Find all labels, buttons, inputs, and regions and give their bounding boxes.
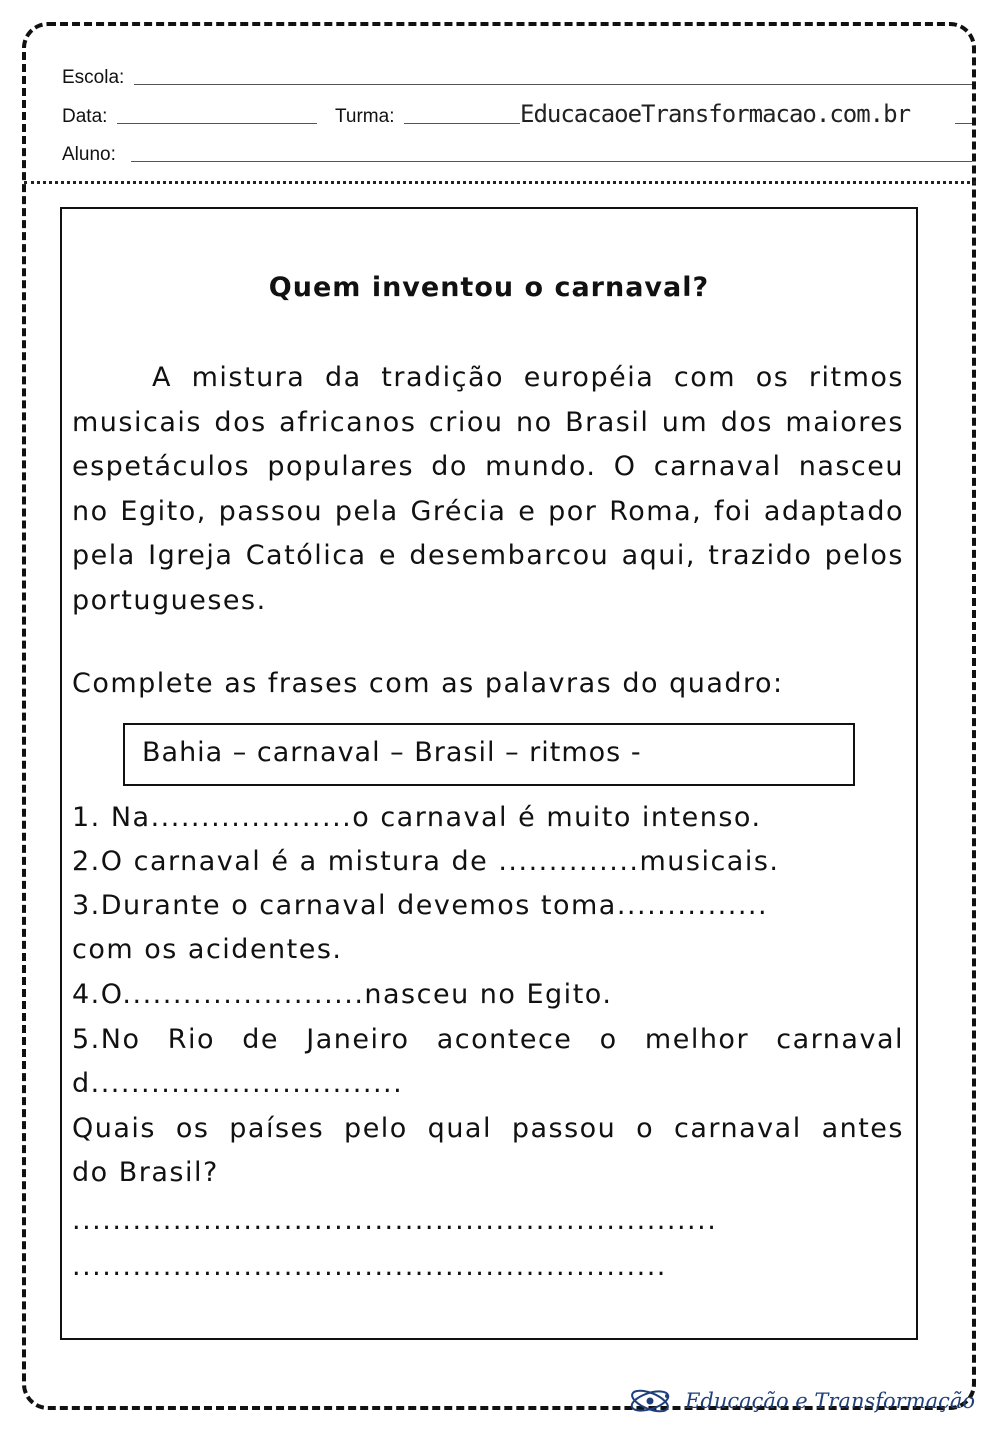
school-field-line[interactable]: [134, 84, 972, 85]
date-field-line[interactable]: [117, 123, 317, 124]
question-3-continued: com os acidentes.: [72, 934, 343, 965]
question-countries: Quais os países pelo qual passou o carnaval antes: [72, 1113, 904, 1144]
student-field-line[interactable]: [131, 161, 972, 162]
reading-paragraph-text: A mistura da tradição européia com os ritmos musicais dos africanos criou no Brasil um dos maiores espetáculos populares do mundo. O carnaval nasceu no Egito, passou pela Grécia e por Roma, foi adaptado pela Igreja Católica e desembarcou aqui, trazido pelos portugueses.: [72, 362, 904, 616]
orbit-logo-icon: [628, 1384, 676, 1418]
footer-brand: [628, 1384, 975, 1418]
footer-brand-text: Educação e Transformação: [685, 1389, 976, 1413]
question-countries-continued: do Brasil?: [72, 1157, 219, 1188]
question-1: 1. Na....................o carnaval é muito intenso.: [72, 802, 762, 833]
school-label: Escola:: [62, 67, 125, 88]
class-field-line-end: [955, 123, 972, 124]
header-separator: [24, 181, 976, 184]
word-box-text: Bahia – carnaval – Brasil – ritmos -: [142, 737, 642, 768]
question-5-continued: d...............................: [72, 1068, 404, 1099]
question-2: 2.O carnaval é a mistura de ..............musicais.: [72, 846, 780, 877]
website-text: EducacaoeTransformacao.com.br: [520, 100, 911, 128]
worksheet-title: Quem inventou o carnaval?: [268, 272, 710, 303]
word-box: [123, 723, 855, 786]
answer-line-2[interactable]: ...........................................................: [72, 1251, 667, 1282]
date-label: Data:: [62, 106, 108, 127]
instruction-text: Complete as frases com as palavras do quadro:: [72, 668, 784, 699]
class-label: Turma:: [335, 106, 395, 127]
reading-paragraph: [72, 356, 904, 623]
question-4: 4.O........................nasceu no Egito.: [72, 979, 613, 1010]
student-label: Aluno:: [62, 144, 116, 165]
question-5: 5.No Rio de Janeiro acontece o melhor carnaval: [72, 1024, 904, 1055]
class-field-line[interactable]: [404, 123, 520, 124]
question-3: 3.Durante o carnaval devemos toma...............: [72, 890, 769, 921]
answer-line-1[interactable]: ................................................................: [72, 1205, 718, 1236]
